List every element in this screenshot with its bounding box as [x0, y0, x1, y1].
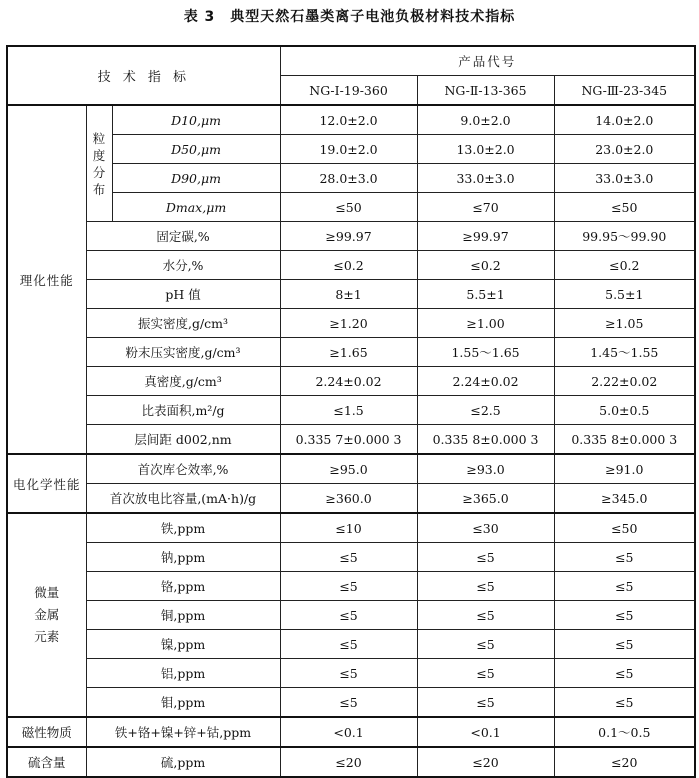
cell: ≤5 [554, 572, 695, 601]
cell: ≤5 [280, 659, 417, 688]
cell: ≥91.0 [554, 454, 695, 484]
cell: 0.335 8±0.000 3 [417, 425, 554, 455]
cell: ≤0.2 [417, 251, 554, 280]
product-col-2: NG-Ⅱ-13-365 [417, 76, 554, 106]
cell: ≥360.0 [280, 484, 417, 514]
row-label: D10,μm [112, 105, 280, 135]
cell: ≤5 [280, 543, 417, 572]
cell: 0.335 7±0.000 3 [280, 425, 417, 455]
cell: ≥99.97 [417, 222, 554, 251]
cell: ≥1.65 [280, 338, 417, 367]
cell: ≥365.0 [417, 484, 554, 514]
cell: ≤5 [417, 601, 554, 630]
row-label: pH 值 [86, 280, 280, 309]
row-label: 真密度,g/cm³ [86, 367, 280, 396]
group-sulfur: 硫含量 [7, 747, 86, 777]
cell: ≥95.0 [280, 454, 417, 484]
cell: 12.0±2.0 [280, 105, 417, 135]
row-label: 铁+铬+镍+锌+钴,ppm [86, 717, 280, 747]
cell: 5.5±1 [417, 280, 554, 309]
row-label: 镍,ppm [86, 630, 280, 659]
row-label: 钼,ppm [86, 688, 280, 718]
cell: ≥93.0 [417, 454, 554, 484]
cell: 1.45～1.55 [554, 338, 695, 367]
cell: 2.24±0.02 [417, 367, 554, 396]
row-label: 水分,% [86, 251, 280, 280]
row-label: 铬,ppm [86, 572, 280, 601]
cell: 9.0±2.0 [417, 105, 554, 135]
cell: 5.5±1 [554, 280, 695, 309]
cell: 1.55～1.65 [417, 338, 554, 367]
cell: ≤5 [280, 601, 417, 630]
cell: ≤50 [554, 513, 695, 543]
cell: ≥345.0 [554, 484, 695, 514]
row-label: 首次库仑效率,% [86, 454, 280, 484]
group-physchem: 理化性能 [7, 105, 86, 454]
row-label: 铝,ppm [86, 659, 280, 688]
cell: <0.1 [280, 717, 417, 747]
cell: ≤5 [554, 688, 695, 718]
cell: 8±1 [280, 280, 417, 309]
cell: ≤5 [417, 630, 554, 659]
cell: ≤1.5 [280, 396, 417, 425]
cell: ≥1.00 [417, 309, 554, 338]
cell: 33.0±3.0 [554, 164, 695, 193]
row-label: 比表面积,m²/g [86, 396, 280, 425]
cell: 13.0±2.0 [417, 135, 554, 164]
cell: ≤20 [554, 747, 695, 777]
cell: ≤5 [554, 543, 695, 572]
cell: ≤2.5 [417, 396, 554, 425]
cell: ≥1.20 [280, 309, 417, 338]
cell: ≤20 [417, 747, 554, 777]
table-title: 表 3 典型天然石墨类离子电池负极材料技术指标 [183, 9, 516, 25]
row-label: 粉末压实密度,g/cm³ [86, 338, 280, 367]
cell: 2.24±0.02 [280, 367, 417, 396]
product-col-3: NG-Ⅲ-23-345 [554, 76, 695, 106]
group-particle: 粒度分布 [86, 105, 112, 222]
row-label: 首次放电比容量,(mA·h)/g [86, 484, 280, 514]
cell: 14.0±2.0 [554, 105, 695, 135]
cell: ≤5 [280, 630, 417, 659]
cell: ≤5 [417, 659, 554, 688]
cell: 2.22±0.02 [554, 367, 695, 396]
tech-indicator-header: 技 术 指 标 [7, 46, 280, 105]
group-trace-metals: 微量金属元素 [7, 513, 86, 717]
cell: 5.0±0.5 [554, 396, 695, 425]
row-label: 铁,ppm [86, 513, 280, 543]
row-label: 铜,ppm [86, 601, 280, 630]
cell: ≤50 [280, 193, 417, 222]
cell: <0.1 [417, 717, 554, 747]
cell: ≤5 [417, 688, 554, 718]
cell: ≤5 [280, 688, 417, 718]
row-label: 固定碳,% [86, 222, 280, 251]
cell: ≤20 [280, 747, 417, 777]
product-code-header: 产品代号 [280, 46, 695, 76]
cell: 19.0±2.0 [280, 135, 417, 164]
cell: 0.1～0.5 [554, 717, 695, 747]
product-col-1: NG-Ⅰ-19-360 [280, 76, 417, 106]
cell: ≥1.05 [554, 309, 695, 338]
cell: ≤5 [554, 601, 695, 630]
cell: ≤30 [417, 513, 554, 543]
row-label: D50,μm [112, 135, 280, 164]
cell: ≤5 [417, 572, 554, 601]
cell: ≤5 [280, 572, 417, 601]
cell: ≤10 [280, 513, 417, 543]
cell: ≤5 [554, 659, 695, 688]
cell: 23.0±2.0 [554, 135, 695, 164]
spec-table [6, 45, 696, 778]
group-electrochem: 电化学性能 [7, 454, 86, 513]
cell: ≤0.2 [554, 251, 695, 280]
cell: ≤0.2 [280, 251, 417, 280]
row-label: 层间距 d002,nm [86, 425, 280, 455]
cell: ≤50 [554, 193, 695, 222]
cell: 99.95～99.90 [554, 222, 695, 251]
row-label: 振实密度,g/cm³ [86, 309, 280, 338]
cell: ≤5 [554, 630, 695, 659]
row-label: 硫,ppm [86, 747, 280, 777]
cell: 0.335 8±0.000 3 [554, 425, 695, 455]
cell: ≤5 [417, 543, 554, 572]
row-label: D90,μm [112, 164, 280, 193]
cell: 28.0±3.0 [280, 164, 417, 193]
row-label: 钠,ppm [86, 543, 280, 572]
row-label: Dmax,μm [112, 193, 280, 222]
group-magnetic: 磁性物质 [7, 717, 86, 747]
cell: ≤70 [417, 193, 554, 222]
cell: ≥99.97 [280, 222, 417, 251]
cell: 33.0±3.0 [417, 164, 554, 193]
